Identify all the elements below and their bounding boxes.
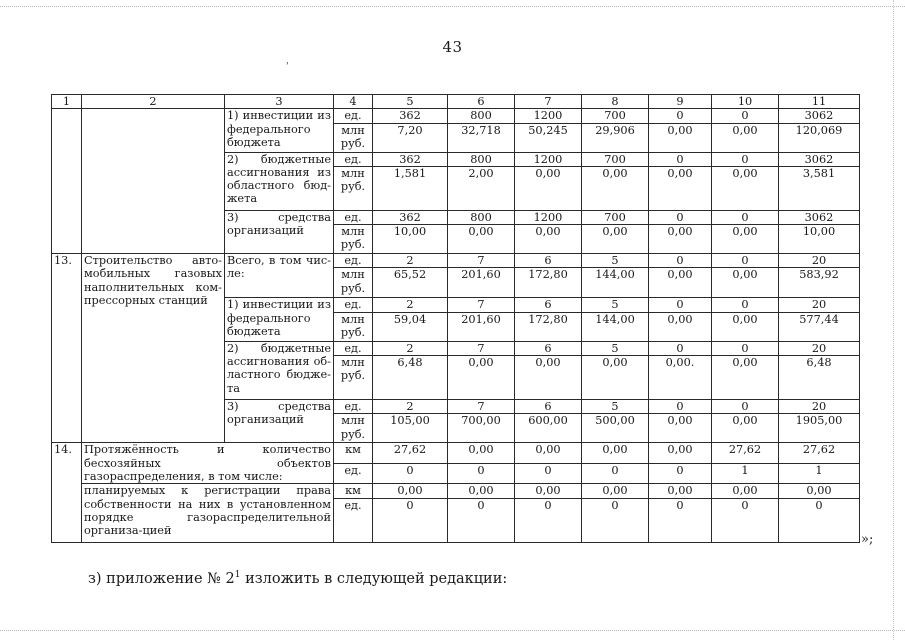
value-cell: 0 bbox=[515, 463, 582, 483]
header-cell: 11 bbox=[779, 95, 860, 109]
value-cell: 0,00 bbox=[515, 356, 582, 400]
value-cell: 0 bbox=[373, 463, 448, 483]
value-cell: 7 bbox=[448, 400, 515, 414]
value-cell: 700 bbox=[582, 109, 649, 123]
item-number: 14. bbox=[52, 443, 82, 542]
value-cell: 0,00 bbox=[712, 484, 779, 498]
value-cell: 0,00 bbox=[515, 484, 582, 498]
value-cell: 0 bbox=[649, 109, 712, 123]
value-cell: 583,92 bbox=[779, 268, 860, 298]
value-cell: 20 bbox=[779, 400, 860, 414]
item-number: 13. bbox=[52, 254, 82, 443]
value-cell: 700,00 bbox=[448, 414, 515, 443]
table-row bbox=[52, 484, 860, 498]
value-cell: 50,245 bbox=[515, 123, 582, 152]
value-cell: 0,00 bbox=[649, 268, 712, 298]
value-cell: 27,62 bbox=[373, 443, 448, 463]
source-label: Всего, в том чис-ле: bbox=[225, 254, 334, 298]
unit-cell: млн руб. bbox=[334, 123, 373, 152]
source-label: 1) инвестиции из федерального бюджета bbox=[225, 298, 334, 341]
value-cell: 0,00 bbox=[712, 356, 779, 400]
value-cell: 800 bbox=[448, 109, 515, 123]
value-cell: 0 bbox=[515, 498, 582, 542]
value-cell: 0,00 bbox=[712, 225, 779, 254]
amendment-superscript: 1 bbox=[234, 570, 241, 580]
value-cell: 0,00 bbox=[582, 443, 649, 463]
unit-cell: ед. bbox=[334, 298, 373, 312]
unit-cell: ед. bbox=[334, 498, 373, 542]
value-cell: 32,718 bbox=[448, 123, 515, 152]
value-cell: 1 bbox=[779, 463, 860, 483]
value-cell: 29,906 bbox=[582, 123, 649, 152]
value-cell: 0 bbox=[712, 152, 779, 166]
value-cell: 172,80 bbox=[515, 312, 582, 341]
value-cell: 0,00 bbox=[448, 225, 515, 254]
header-cell: 1 bbox=[52, 95, 82, 109]
unit-cell: ед. bbox=[334, 210, 373, 224]
value-cell: 1,581 bbox=[373, 166, 448, 210]
value-cell: 10,00 bbox=[373, 225, 448, 254]
amendment-text-end: изложить в следующей редакции: bbox=[240, 570, 508, 587]
value-cell: 362 bbox=[373, 109, 448, 123]
scan-edge-bottom bbox=[0, 630, 905, 631]
value-cell: 144,00 bbox=[582, 268, 649, 298]
value-cell: 0,00 bbox=[649, 225, 712, 254]
value-cell: 6,48 bbox=[373, 356, 448, 400]
value-cell: 0,00 bbox=[582, 166, 649, 210]
value-cell: 0,00 bbox=[779, 484, 860, 498]
value-cell: 0,00 bbox=[649, 312, 712, 341]
value-cell: 0 bbox=[712, 341, 779, 355]
value-cell: 700 bbox=[582, 152, 649, 166]
closing-quote: »; bbox=[861, 532, 874, 547]
value-cell: 3062 bbox=[779, 109, 860, 123]
value-cell: 0,00 bbox=[582, 484, 649, 498]
value-cell: 0,00 bbox=[515, 166, 582, 210]
value-cell: 800 bbox=[448, 152, 515, 166]
value-cell: 5 bbox=[582, 341, 649, 355]
value-cell: 6 bbox=[515, 254, 582, 268]
source-label: 2) бюджетные ассигнования об-ластного бюдже-та bbox=[225, 341, 334, 399]
value-cell: 0 bbox=[712, 254, 779, 268]
value-cell: 0 bbox=[448, 498, 515, 542]
value-cell: 0,00 bbox=[448, 356, 515, 400]
value-cell: 65,52 bbox=[373, 268, 448, 298]
table-header-row bbox=[52, 95, 860, 109]
amendment-paragraph bbox=[88, 570, 507, 587]
header-cell: 10 bbox=[712, 95, 779, 109]
scan-edge-right bbox=[893, 0, 894, 640]
value-cell: 0,00 bbox=[582, 225, 649, 254]
value-cell: 362 bbox=[373, 152, 448, 166]
header-cell: 7 bbox=[515, 95, 582, 109]
header-cell: 5 bbox=[373, 95, 448, 109]
value-cell: 6 bbox=[515, 341, 582, 355]
value-cell: 0 bbox=[712, 400, 779, 414]
value-cell: 0 bbox=[582, 498, 649, 542]
value-cell: 800 bbox=[448, 210, 515, 224]
value-cell: 20 bbox=[779, 341, 860, 355]
value-cell: 7 bbox=[448, 341, 515, 355]
value-cell: 0 bbox=[649, 254, 712, 268]
value-cell: 0,00 bbox=[649, 123, 712, 152]
sub-item-title: планируемых к регистрации права собственности на них в установленном порядке газораспределительной организа-цией bbox=[82, 484, 334, 542]
value-cell: 59,04 bbox=[373, 312, 448, 341]
unit-cell: ед. bbox=[334, 463, 373, 483]
value-cell: 0,00 bbox=[649, 443, 712, 463]
title-cell-continued bbox=[82, 109, 225, 254]
value-cell: 7 bbox=[448, 254, 515, 268]
unit-cell: ед. bbox=[334, 152, 373, 166]
unit-cell: км bbox=[334, 484, 373, 498]
value-cell: 5 bbox=[582, 400, 649, 414]
scan-edge-top bbox=[0, 6, 905, 7]
value-cell: 0,00 bbox=[373, 484, 448, 498]
unit-cell: ед. bbox=[334, 341, 373, 355]
value-cell: 0 bbox=[779, 498, 860, 542]
unit-cell: млн руб. bbox=[334, 268, 373, 298]
unit-cell: ед. bbox=[334, 109, 373, 123]
header-cell: 9 bbox=[649, 95, 712, 109]
header-cell: 2 bbox=[82, 95, 225, 109]
value-cell: 105,00 bbox=[373, 414, 448, 443]
value-cell: 0 bbox=[448, 463, 515, 483]
header-cell: 8 bbox=[582, 95, 649, 109]
value-cell: 3,581 bbox=[779, 166, 860, 210]
value-cell: 0,00 bbox=[649, 414, 712, 443]
value-cell: 2 bbox=[373, 341, 448, 355]
header-cell: 6 bbox=[448, 95, 515, 109]
value-cell: 201,60 bbox=[448, 312, 515, 341]
value-cell: 2 bbox=[373, 400, 448, 414]
value-cell: 700 bbox=[582, 210, 649, 224]
value-cell: 5 bbox=[582, 298, 649, 312]
source-label: 2) бюджетные ассигнования из областного бюд-жета bbox=[225, 152, 334, 210]
value-cell: 0,00 bbox=[649, 484, 712, 498]
value-cell: 0,00 bbox=[712, 123, 779, 152]
value-cell: 0,00 bbox=[582, 356, 649, 400]
source-label: 1) инвестиции из федерального бюджета bbox=[225, 109, 334, 152]
value-cell: 27,62 bbox=[712, 443, 779, 463]
value-cell: 0 bbox=[649, 298, 712, 312]
table-row bbox=[52, 109, 860, 123]
value-cell: 0,00 bbox=[712, 312, 779, 341]
value-cell: 6 bbox=[515, 400, 582, 414]
value-cell: 0,00 bbox=[515, 225, 582, 254]
unit-cell: ед. bbox=[334, 254, 373, 268]
item-title: Протяжённость и количество бесхозяйных объектов газораспределения, в том числе: bbox=[82, 443, 334, 484]
unit-cell: млн руб. bbox=[334, 414, 373, 443]
value-cell: 0,00 bbox=[712, 166, 779, 210]
source-label: 3) средства организаций bbox=[225, 210, 334, 253]
page-number: 43 bbox=[442, 38, 463, 56]
value-cell: 20 bbox=[779, 298, 860, 312]
unit-cell: ед. bbox=[334, 400, 373, 414]
value-cell: 6 bbox=[515, 298, 582, 312]
value-cell: 20 bbox=[779, 254, 860, 268]
value-cell: 0,00. bbox=[649, 356, 712, 400]
value-cell: 2 bbox=[373, 254, 448, 268]
value-cell: 1 bbox=[712, 463, 779, 483]
value-cell: 0 bbox=[649, 463, 712, 483]
value-cell: 2,00 bbox=[448, 166, 515, 210]
source-label: 3) средства организаций bbox=[225, 400, 334, 443]
value-cell: 27,62 bbox=[779, 443, 860, 463]
table-row bbox=[52, 443, 860, 463]
value-cell: 0 bbox=[712, 298, 779, 312]
value-cell: 0,00 bbox=[712, 268, 779, 298]
header-cell: 4 bbox=[334, 95, 373, 109]
header-cell: 3 bbox=[225, 95, 334, 109]
unit-cell: км bbox=[334, 443, 373, 463]
value-cell: 1200 bbox=[515, 210, 582, 224]
value-cell: 7 bbox=[448, 298, 515, 312]
value-cell: 3062 bbox=[779, 152, 860, 166]
value-cell: 0 bbox=[582, 463, 649, 483]
unit-cell: млн руб. bbox=[334, 356, 373, 400]
value-cell: 0 bbox=[649, 400, 712, 414]
value-cell: 0,00 bbox=[448, 484, 515, 498]
value-cell: 0,00 bbox=[515, 443, 582, 463]
value-cell: 172,80 bbox=[515, 268, 582, 298]
value-cell: 0 bbox=[649, 210, 712, 224]
value-cell: 0 bbox=[649, 152, 712, 166]
value-cell: 10,00 bbox=[779, 225, 860, 254]
table-row bbox=[52, 254, 860, 268]
value-cell: 6,48 bbox=[779, 356, 860, 400]
value-cell: 3062 bbox=[779, 210, 860, 224]
data-table bbox=[51, 94, 860, 543]
unit-cell: млн руб. bbox=[334, 166, 373, 210]
unit-cell: млн руб. bbox=[334, 312, 373, 341]
value-cell: 500,00 bbox=[582, 414, 649, 443]
value-cell: 0 bbox=[373, 498, 448, 542]
value-cell: 0 bbox=[649, 341, 712, 355]
unit-cell: млн руб. bbox=[334, 225, 373, 254]
value-cell: 144,00 bbox=[582, 312, 649, 341]
value-cell: 120,069 bbox=[779, 123, 860, 152]
value-cell: 1200 bbox=[515, 109, 582, 123]
value-cell: 201,60 bbox=[448, 268, 515, 298]
stray-mark: ʹ bbox=[286, 62, 289, 73]
num-cell-continued bbox=[52, 109, 82, 254]
value-cell: 0,00 bbox=[649, 166, 712, 210]
value-cell: 1200 bbox=[515, 152, 582, 166]
value-cell: 0 bbox=[712, 210, 779, 224]
amendment-text-start: з) приложение № 2 bbox=[88, 570, 235, 587]
value-cell: 1905,00 bbox=[779, 414, 860, 443]
value-cell: 577,44 bbox=[779, 312, 860, 341]
value-cell: 0 bbox=[712, 498, 779, 542]
value-cell: 0 bbox=[712, 109, 779, 123]
value-cell: 0,00 bbox=[448, 443, 515, 463]
value-cell: 0 bbox=[649, 498, 712, 542]
value-cell: 600,00 bbox=[515, 414, 582, 443]
value-cell: 0,00 bbox=[712, 414, 779, 443]
item-title: Строительство авто-мобильных газовых наполнительных ком-прессорных станций bbox=[82, 254, 225, 443]
value-cell: 2 bbox=[373, 298, 448, 312]
value-cell: 362 bbox=[373, 210, 448, 224]
value-cell: 5 bbox=[582, 254, 649, 268]
value-cell: 7,20 bbox=[373, 123, 448, 152]
